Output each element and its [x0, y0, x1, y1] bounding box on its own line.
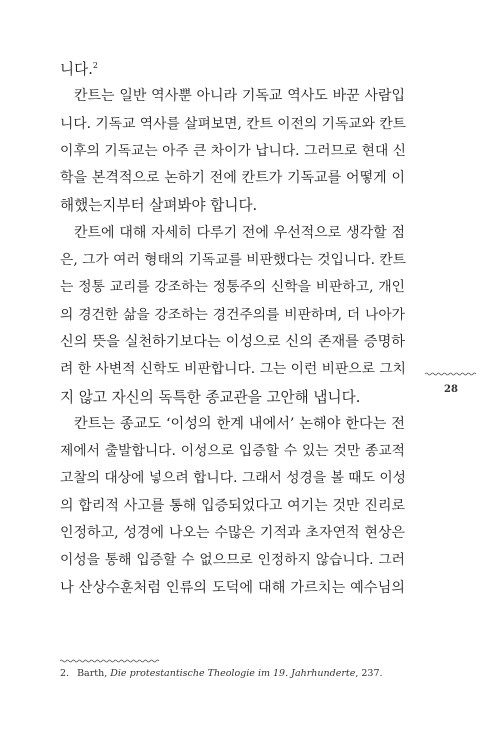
text-line: [60, 356, 405, 383]
text-line: [60, 493, 405, 520]
text-line: [60, 329, 405, 356]
text-line-content: 칸트는 일반 역사뿐 아니라 기독교 역사도 바꾼 사람입: [74, 88, 405, 105]
text-line: [60, 56, 405, 83]
text-line: [60, 465, 405, 492]
text-line-content: 니다. 기독교 역사를 살펴보면, 칸트 이전의 기독교와 칸트: [60, 115, 407, 132]
text-line: [60, 547, 405, 574]
footnote-author: Barth,: [77, 668, 108, 679]
body-text: [60, 56, 405, 602]
footnote: [60, 668, 420, 679]
footnote-rest: , 237.: [355, 668, 383, 679]
text-line: [60, 247, 405, 274]
text-line: [60, 520, 405, 547]
text-line: [60, 575, 405, 602]
text-line-content: 고찰의 대상에 넣으려 합니다. 그래서 성경을 볼 때도 이성: [60, 470, 407, 487]
text-line: [60, 274, 405, 301]
text-line: [60, 138, 405, 165]
text-line-content: 나 산상수훈처럼 인류의 도덕에 대해 가르치는 예수님의: [60, 579, 405, 596]
text-line-content: 인정하고, 성경에 나오는 수많은 기적과 초자연적 현상은: [60, 525, 405, 542]
text-line: [60, 411, 405, 438]
text-line-content: 학을 본격적으로 논하기 전에 칸트가 기독교를 어떻게 이: [60, 170, 405, 187]
text-line: [60, 384, 405, 411]
side-wavy-rule: [425, 372, 477, 376]
text-line: [60, 111, 405, 138]
text-line-content: 려 한 사변적 신학도 비판합니다. 그는 이런 비판으로 그치: [60, 361, 407, 378]
text-line-content: 지 않고 자신의 독특한 종교관을 고안해 냅니다.: [60, 388, 361, 406]
text-line-content: 해했는지부터 살펴봐야 합니다.: [60, 197, 258, 215]
text-line-content: 제에서 출발합니다. 이성으로 입증할 수 있는 것만 종교적: [60, 443, 405, 460]
text-line-content: 이후의 기독교는 아주 큰 차이가 납니다. 그러므로 현대 신: [60, 142, 407, 159]
page-number: 28: [444, 384, 458, 395]
text-line-content: 는 정통 교리를 강조하는 정통주의 신학을 비판하고, 개인: [60, 279, 405, 296]
text-line: [60, 220, 405, 247]
text-line: [60, 438, 405, 465]
text-line-content: 이성을 통해 입증할 수 없으므로 인정하지 않습니다. 그러: [60, 552, 405, 569]
text-line: [60, 165, 405, 192]
text-line-content: 은, 그가 여러 형태의 기독교를 비판했다는 것입니다. 칸트: [60, 252, 407, 269]
text-line-content: 신의 뜻을 실천하기보다는 이성으로 신의 존재를 증명하: [60, 333, 405, 350]
footnote-reference: 2: [92, 61, 98, 71]
text-line: [60, 302, 405, 329]
text-line-content: 니다.: [60, 61, 93, 78]
footnote-wavy-rule: [60, 659, 160, 663]
text-line: [60, 83, 405, 110]
text-line: [60, 192, 405, 219]
footnote-title: Die protestantische Theologie im 19. Jahrhunderte: [110, 668, 356, 679]
text-line-content: 의 합리적 사고를 통해 입증되었다고 여기는 것만 진리로: [60, 497, 405, 514]
text-line-content: 칸트에 대해 자세히 다루기 전에 우선적으로 생각할 점: [74, 224, 405, 241]
footnote-number: 2.: [60, 668, 70, 679]
text-line-content: 의 경건한 삶을 강조하는 경건주의를 비판하며, 더 나아가: [60, 306, 405, 323]
text-line-content: 칸트는 종교도 ‘이성의 한계 내에서’ 논해야 한다는 전: [74, 415, 405, 432]
